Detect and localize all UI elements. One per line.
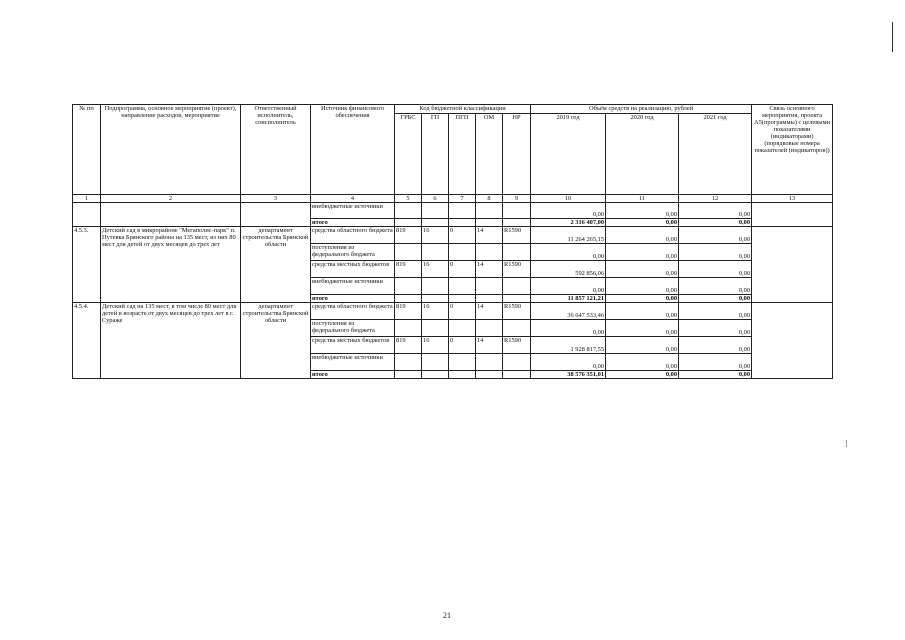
header-pgp: ПГП bbox=[449, 114, 476, 195]
header-year-2020: 2020 год bbox=[606, 114, 679, 195]
gp-code bbox=[422, 244, 449, 261]
measure-name: Детский сад на 135 мест, в том числе 80 мест для детей в возрасте от двух месяцев до трех лет в г. Сураже bbox=[101, 303, 241, 379]
amount-2019: 0,00 bbox=[531, 278, 606, 295]
source-cell: средства местных бюджетов bbox=[311, 261, 395, 278]
amount-2021: 0,00 bbox=[679, 227, 752, 244]
amount-2020: 0,00 bbox=[606, 303, 679, 320]
amount-2021: 0,00 bbox=[679, 295, 752, 303]
header-responsible: Ответственный исполнитель, соисполнитель bbox=[241, 105, 311, 195]
table-row bbox=[73, 203, 833, 219]
header-grbs: ГРБС bbox=[395, 114, 422, 195]
pgp-code bbox=[449, 244, 476, 261]
source-cell: средства местных бюджетов bbox=[311, 337, 395, 354]
grbs-code bbox=[395, 244, 422, 261]
scan-margin-tick bbox=[846, 440, 847, 447]
nr-code: R1590 bbox=[503, 227, 531, 244]
nr-code bbox=[503, 278, 531, 295]
amount-2021: 0,00 bbox=[679, 278, 752, 295]
col-number: 11 bbox=[606, 195, 679, 203]
nr-code bbox=[503, 354, 531, 371]
header-om: ОМ bbox=[476, 114, 503, 195]
source-cell: поступления из федерального бюджета bbox=[311, 320, 395, 337]
gp-code: 16 bbox=[422, 227, 449, 244]
header-gp: ГП bbox=[422, 114, 449, 195]
amount-2020: 0,00 bbox=[606, 320, 679, 337]
om-code: 14 bbox=[476, 261, 503, 278]
om-code: 14 bbox=[476, 227, 503, 244]
amount-2020: 0,00 bbox=[606, 219, 679, 227]
column-number-row bbox=[73, 195, 833, 203]
col-number: 8 bbox=[476, 195, 503, 203]
header-source: Источник финансового обеспечения bbox=[311, 105, 395, 195]
amount-2019: 38 576 351,01 bbox=[531, 371, 606, 379]
gp-code: 16 bbox=[422, 261, 449, 278]
gp-code bbox=[422, 354, 449, 371]
om-code bbox=[476, 278, 503, 295]
nr-code: R1590 bbox=[503, 261, 531, 278]
table-row bbox=[73, 303, 833, 320]
amount-2020: 0,00 bbox=[606, 278, 679, 295]
header-year-2019: 2019 год bbox=[531, 114, 606, 195]
header-link: Связь основного мероприятия, проекта А5(программы) с целевыми показателями (индикаторами) (порядковые номера показателей (индикаторов)) bbox=[752, 105, 833, 195]
om-code: 14 bbox=[476, 337, 503, 354]
source-cell: средства областного бюджета bbox=[311, 303, 395, 320]
measure-name: Детский сад в микрорайоне "Мегаполис-парк" п. Путевка Брянского района на 135 мест, из них 80 мест для детей от двух месяцев до трех лет bbox=[101, 227, 241, 303]
pgp-code: 0 bbox=[449, 261, 476, 278]
amount-2020: 0,00 bbox=[606, 227, 679, 244]
col-number: 2 bbox=[101, 195, 241, 203]
col-number: 5 bbox=[395, 195, 422, 203]
page-number: 21 bbox=[443, 611, 451, 620]
amount-2019: 11 264 265,15 bbox=[531, 227, 606, 244]
amount-2021: 0,00 bbox=[679, 203, 752, 219]
amount-2020: 0,00 bbox=[606, 337, 679, 354]
pgp-code bbox=[449, 320, 476, 337]
col-number: 12 bbox=[679, 195, 752, 203]
col-number: 9 bbox=[503, 195, 531, 203]
header-nr: НР bbox=[503, 114, 531, 195]
amount-2020: 0,00 bbox=[606, 295, 679, 303]
header-measure: Подпрограмма, основное мероприятие (проект), направление расходов, мероприятие bbox=[101, 105, 241, 195]
amount-2019: 36 647 533,46 bbox=[531, 303, 606, 320]
amount-2019: 592 856,06 bbox=[531, 261, 606, 278]
col-number: 4 bbox=[311, 195, 395, 203]
scan-margin-line bbox=[892, 22, 893, 52]
source-cell: внебюджетные источники bbox=[311, 354, 395, 371]
grbs-code: 819 bbox=[395, 227, 422, 244]
amount-2021: 0,00 bbox=[679, 354, 752, 371]
header-funding: Объём средств на реализацию, рублей bbox=[531, 105, 752, 114]
header-no: № пп bbox=[73, 105, 101, 195]
item-number: 4.5.4. bbox=[73, 303, 101, 379]
source-cell: поступления из федерального бюджета bbox=[311, 244, 395, 261]
amount-2020: 0,00 bbox=[606, 203, 679, 219]
col-number: 1 bbox=[73, 195, 101, 203]
amount-2020: 0,00 bbox=[606, 354, 679, 371]
source-cell: итого bbox=[311, 295, 395, 303]
header-budget-code: Код бюджетной классификации bbox=[395, 105, 531, 114]
col-number: 10 bbox=[531, 195, 606, 203]
amount-2019: 1 928 817,55 bbox=[531, 337, 606, 354]
header-year-2021: 2021 год bbox=[679, 114, 752, 195]
gp-code bbox=[422, 278, 449, 295]
amount-2021: 0,00 bbox=[679, 261, 752, 278]
grbs-code: 819 bbox=[395, 261, 422, 278]
amount-2020: 0,00 bbox=[606, 371, 679, 379]
pgp-code: 0 bbox=[449, 303, 476, 320]
grbs-code bbox=[395, 278, 422, 295]
nr-code bbox=[503, 320, 531, 337]
amount-2021: 0,00 bbox=[679, 303, 752, 320]
source-cell: итого bbox=[311, 219, 395, 227]
amount-2019: 2 316 407,00 bbox=[531, 219, 606, 227]
gp-code: 16 bbox=[422, 337, 449, 354]
nr-code: R1590 bbox=[503, 303, 531, 320]
amount-2019: 0,00 bbox=[531, 244, 606, 261]
grbs-code: 819 bbox=[395, 337, 422, 354]
amount-2020: 0,00 bbox=[606, 244, 679, 261]
amount-2019: 11 857 121,21 bbox=[531, 295, 606, 303]
amount-2021: 0,00 bbox=[679, 337, 752, 354]
source-cell: внебюджетные источники bbox=[311, 203, 395, 219]
amount-2021: 0,00 bbox=[679, 219, 752, 227]
amount-2021: 0,00 bbox=[679, 320, 752, 337]
grbs-code: 819 bbox=[395, 303, 422, 320]
grbs-code bbox=[395, 320, 422, 337]
source-cell: итого bbox=[311, 371, 395, 379]
amount-2019: 0,00 bbox=[531, 203, 606, 219]
amount-2021: 0,00 bbox=[679, 371, 752, 379]
nr-code bbox=[503, 244, 531, 261]
om-code bbox=[476, 244, 503, 261]
pgp-code: 0 bbox=[449, 227, 476, 244]
pgp-code bbox=[449, 354, 476, 371]
source-cell: средства областного бюджета bbox=[311, 227, 395, 244]
grbs-code bbox=[395, 354, 422, 371]
col-number: 6 bbox=[422, 195, 449, 203]
budget-table bbox=[72, 104, 833, 379]
pgp-code bbox=[449, 278, 476, 295]
col-number: 13 bbox=[752, 195, 833, 203]
om-code bbox=[476, 354, 503, 371]
nr-code: R1590 bbox=[503, 337, 531, 354]
amount-2021: 0,00 bbox=[679, 244, 752, 261]
source-cell: внебюджетные источники bbox=[311, 278, 395, 295]
amount-2019: 0,00 bbox=[531, 354, 606, 371]
responsible-executor: департамент строительства Брянской области bbox=[241, 303, 311, 379]
responsible-executor: департамент строительства Брянской области bbox=[241, 227, 311, 303]
col-number: 7 bbox=[449, 195, 476, 203]
om-code bbox=[476, 320, 503, 337]
pgp-code: 0 bbox=[449, 337, 476, 354]
col-number: 3 bbox=[241, 195, 311, 203]
gp-code: 16 bbox=[422, 303, 449, 320]
item-number: 4.5.3. bbox=[73, 227, 101, 303]
amount-2019: 0,00 bbox=[531, 320, 606, 337]
gp-code bbox=[422, 320, 449, 337]
table-row bbox=[73, 227, 833, 244]
om-code: 14 bbox=[476, 303, 503, 320]
amount-2020: 0,00 bbox=[606, 261, 679, 278]
